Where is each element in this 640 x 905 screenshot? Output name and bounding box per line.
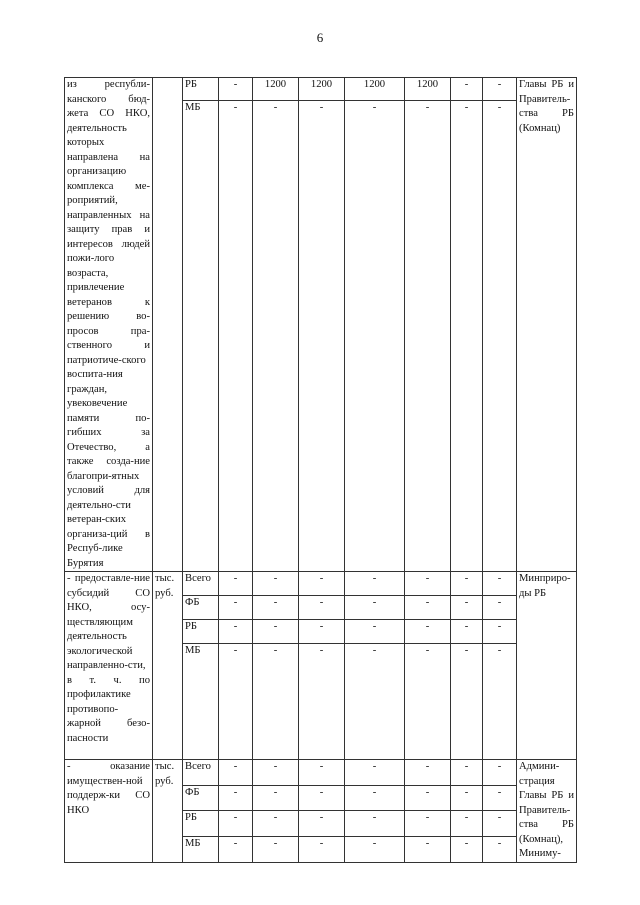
value-cell: - — [253, 811, 299, 837]
value-cell: - — [483, 836, 517, 862]
value-cell: - — [253, 620, 299, 644]
measure-name-cell: из республи-канского бюд-жета СО НКО, деятельность которых направлена на организацию комплекса ме-роприятий, направленных на защиту прав и интересов людей пожи-лого возраста, привлечение ветеранов к решению во-просов пра-ственного и патриотиче-ского воспита-ния граждан, увековечение памяти по-гибших за Отечество, а также созда-ние благопри-ятных условий для деятельно-сти ветеран-ских организа-ций в Респуб-лике Бурятия — [65, 78, 153, 572]
unit-cell — [153, 78, 183, 572]
funding-source-cell: ФБ — [183, 785, 219, 811]
program-table — [64, 77, 577, 863]
value-cell: - — [483, 596, 517, 620]
measure-name-cell: - предоставле-ние субсидий СО НКО, осу-ществляющим деятельность экологической направленно-сти, в т. ч. по профилактике противопо-жарной безо-пасности — [65, 572, 153, 760]
value-cell: - — [483, 785, 517, 811]
funding-source-cell: МБ — [183, 644, 219, 760]
measure-name-cell: - оказание имуществен-ной поддерж-ки СО НКО — [65, 760, 153, 863]
table-row — [65, 572, 577, 596]
value-cell: - — [405, 836, 451, 862]
value-cell: - — [219, 620, 253, 644]
funding-source-cell: РБ — [183, 811, 219, 837]
value-cell: - — [483, 620, 517, 644]
value-cell: - — [253, 596, 299, 620]
value-cell: - — [253, 760, 299, 786]
value-cell: - — [405, 596, 451, 620]
funding-source-cell: Всего — [183, 760, 219, 786]
funding-source-cell: Всего — [183, 572, 219, 596]
table-row — [65, 760, 577, 786]
value-cell: - — [451, 78, 483, 101]
value-cell: - — [299, 101, 345, 572]
table-row — [65, 78, 577, 101]
value-cell: - — [219, 785, 253, 811]
value-cell: - — [219, 78, 253, 101]
value-cell: - — [451, 620, 483, 644]
funding-source-cell: МБ — [183, 836, 219, 862]
value-cell: - — [345, 785, 405, 811]
value-cell: - — [405, 101, 451, 572]
value-cell: 1200 — [299, 78, 345, 101]
value-cell: - — [405, 620, 451, 644]
value-cell: - — [405, 644, 451, 760]
value-cell: - — [299, 836, 345, 862]
value-cell: 1200 — [345, 78, 405, 101]
value-cell: - — [483, 101, 517, 572]
value-cell: - — [219, 836, 253, 862]
unit-cell: тыс. руб. — [153, 572, 183, 760]
value-cell: - — [483, 644, 517, 760]
value-cell: - — [405, 572, 451, 596]
value-cell: - — [219, 811, 253, 837]
value-cell: - — [451, 836, 483, 862]
value-cell: - — [253, 644, 299, 760]
value-cell: - — [405, 811, 451, 837]
value-cell: - — [253, 101, 299, 572]
funding-source-cell: МБ — [183, 101, 219, 572]
value-cell: - — [345, 596, 405, 620]
value-cell: - — [299, 760, 345, 786]
value-cell: 1200 — [405, 78, 451, 101]
value-cell: - — [299, 572, 345, 596]
value-cell: - — [483, 760, 517, 786]
value-cell: - — [451, 101, 483, 572]
value-cell: - — [299, 620, 345, 644]
responsible-cell: Минприро-ды РБ — [517, 572, 577, 760]
value-cell: - — [345, 620, 405, 644]
value-cell: - — [345, 836, 405, 862]
value-cell: - — [299, 785, 345, 811]
page-number: 6 — [316, 30, 324, 45]
funding-source-cell: ФБ — [183, 596, 219, 620]
value-cell: - — [451, 572, 483, 596]
value-cell: - — [405, 785, 451, 811]
funding-source-cell: РБ — [183, 620, 219, 644]
value-cell: - — [219, 101, 253, 572]
value-cell: - — [345, 572, 405, 596]
value-cell: - — [451, 644, 483, 760]
value-cell: - — [483, 572, 517, 596]
value-cell: - — [219, 596, 253, 620]
responsible-cell: Админи-страция Главы РБ и Правитель-ства РБ (Комнац), Миниму- — [517, 760, 577, 863]
value-cell: - — [483, 78, 517, 101]
value-cell: - — [345, 644, 405, 760]
value-cell: - — [253, 572, 299, 596]
value-cell: - — [345, 760, 405, 786]
value-cell: - — [405, 760, 451, 786]
value-cell: - — [299, 644, 345, 760]
responsible-cell: Главы РБ и Правитель-ства РБ (Комнац) — [517, 78, 577, 572]
value-cell: 1200 — [253, 78, 299, 101]
value-cell: - — [219, 644, 253, 760]
value-cell: - — [253, 785, 299, 811]
value-cell: - — [219, 572, 253, 596]
value-cell: - — [345, 101, 405, 572]
value-cell: - — [483, 811, 517, 837]
value-cell: - — [451, 785, 483, 811]
value-cell: - — [451, 760, 483, 786]
funding-source-cell: РБ — [183, 78, 219, 101]
value-cell: - — [345, 811, 405, 837]
value-cell: - — [219, 760, 253, 786]
unit-cell: тыс. руб. — [153, 760, 183, 863]
value-cell: - — [299, 596, 345, 620]
value-cell: - — [253, 836, 299, 862]
value-cell: - — [451, 596, 483, 620]
value-cell: - — [451, 811, 483, 837]
value-cell: - — [299, 811, 345, 837]
